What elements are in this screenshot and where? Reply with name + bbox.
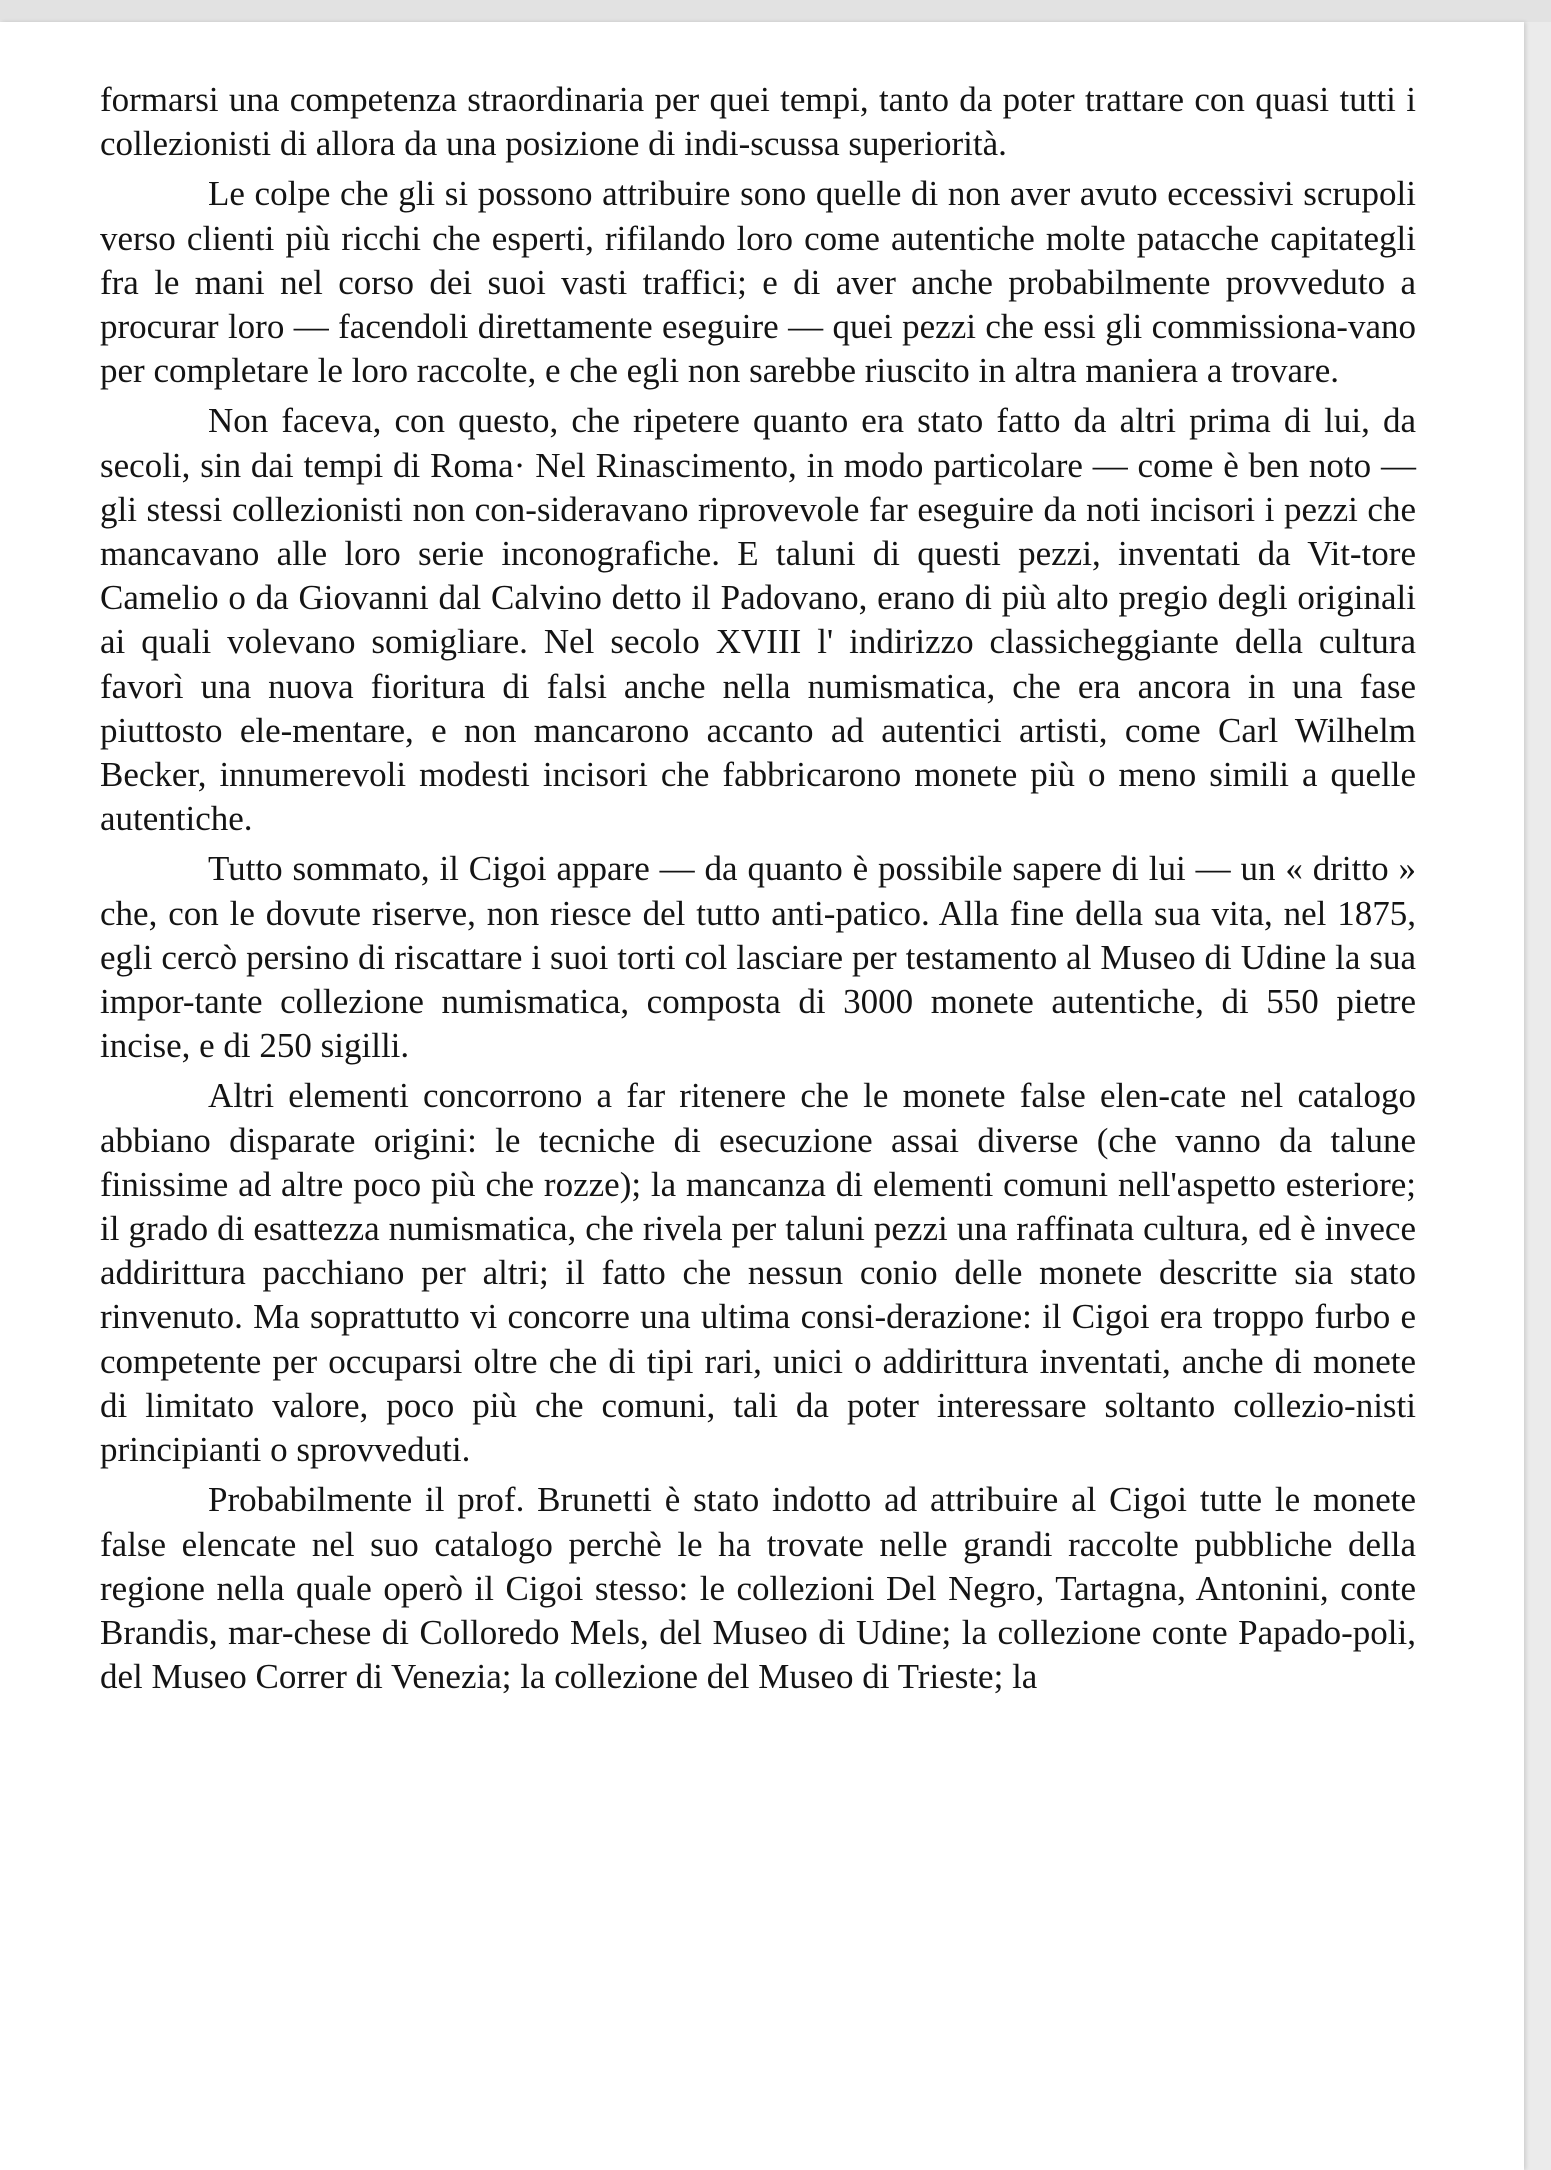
paragraph-5: Altri elementi concorrono a far ritenere che le monete false elen-cate nel catalogo abbiano disparate origini: le tecniche di esecuzione assai diverse (che vanno da talune finissime ad altre poco più che rozze); la mancanza di elementi comuni nell'aspetto esteriore; il grado di esattezza numismatica, che rivela per taluni pezzi una raffinata cultura, ed è invece addirittura pacchiano per altri; il fatto che nessun conio delle monete descritte sia stato rinvenuto. Ma soprattutto vi concorre una ultima consi-derazione: il Cigoi era troppo furbo e competente per occuparsi oltre che di tipi rari, unici o addirittura inventati, anche di monete di limitato valore, poco più che comuni, tali da poter interessare soltanto collezio-nisti principianti o sprovveduti. bbox=[100, 1076, 1416, 1470]
paragraph-2: Le colpe che gli si possono attribuire sono quelle di non aver avuto eccessivi scrupoli verso clienti più ricchi che esperti, rifilando loro come autentiche molte patacche capitategli fra le mani nel corso dei suoi vasti traffici; e di aver anche probabilmente provveduto a procurar loro — facendoli direttamente eseguire — quei pezzi che essi gli commissiona-vano per completare le loro raccolte, e che egli non sarebbe riuscito in altra maniera a trovare. bbox=[100, 174, 1416, 391]
body-text bbox=[100, 78, 1416, 1705]
document-page bbox=[0, 22, 1524, 2170]
paragraph-1: formarsi una competenza straordinaria per quei tempi, tanto da poter trattare con quasi tutti i collezionisti di allora da una posizione di indi-scussa superiorità. bbox=[100, 80, 1416, 164]
viewer-top-strip bbox=[0, 0, 1551, 22]
paragraph-6: Probabilmente il prof. Brunetti è stato indotto ad attribuire al Cigoi tutte le monete false elencate nel suo catalogo perchè le ha trovate nelle grandi raccolte pubbliche della regione nella quale operò il Cigoi stesso: le collezioni Del Negro, Tartagna, Antonini, conte Brandis, mar-chese di Colloredo Mels, del Museo di Udine; la collezione conte Papado-poli, del Museo Correr di Venezia; la collezione del Museo di Trieste; la bbox=[100, 1480, 1416, 1697]
paragraph-3: Non faceva, con questo, che ripetere quanto era stato fatto da altri prima di lui, da secoli, sin dai tempi di Roma· Nel Rinascimento, in modo particolare — come è ben noto — gli stessi collezionisti non con-sideravano riprovevole far eseguire da noti incisori i pezzi che mancavano alle loro serie inconografiche. E taluni di questi pezzi, inventati da Vit-tore Camelio o da Giovanni dal Calvino detto il Padovano, erano di più alto pregio degli originali ai quali volevano somigliare. Nel secolo XVIII l' indirizzo classicheggiante della cultura favorì una nuova fioritura di falsi anche nella numismatica, che era ancora in una fase piuttosto ele-mentare, e non mancarono accanto ad autentici artisti, come Carl Wilhelm Becker, innumerevoli modesti incisori che fabbricarono monete più o meno simili a quelle autentiche. bbox=[100, 401, 1416, 839]
paragraph-4: Tutto sommato, il Cigoi appare — da quanto è possibile sapere di lui — un « dritto » che, con le dovute riserve, non riesce del tutto anti-patico. Alla fine della sua vita, nel 1875, egli cercò persino di riscattare i suoi torti col lasciare per testamento al Museo di Udine la sua impor-tante collezione numismatica, composta di 3000 monete autentiche, di 550 pietre incise, e di 250 sigilli. bbox=[100, 849, 1416, 1066]
